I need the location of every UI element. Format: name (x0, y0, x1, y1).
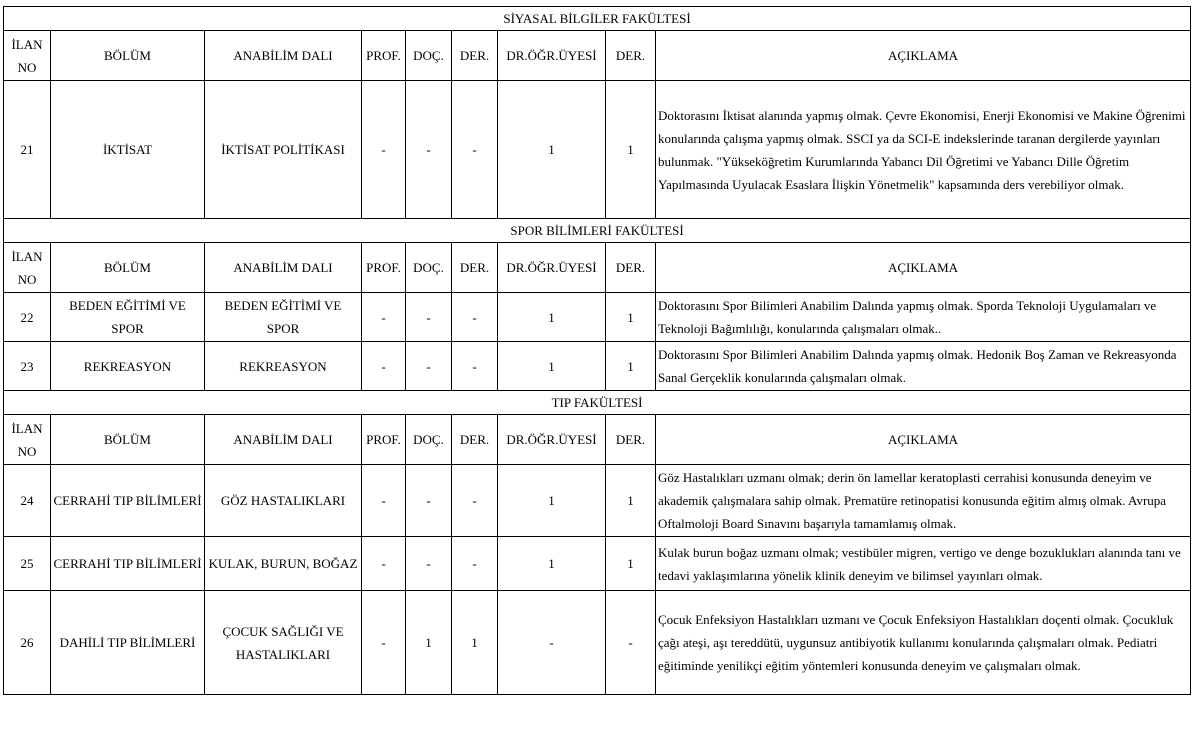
prof-cell: - (362, 81, 406, 219)
ilan-no-cell: 25 (4, 537, 51, 591)
header-der: DER. (606, 415, 656, 465)
header-ilan-no: İLAN NO (4, 31, 51, 81)
positions-table-container (3, 6, 1190, 695)
dr-ogr-uyesi-cell: - (498, 591, 606, 695)
anabilim-dali-cell: İKTİSAT POLİTİKASI (205, 81, 362, 219)
header-row (4, 31, 1191, 81)
header-der: DER. (452, 415, 498, 465)
der-cell: - (452, 81, 498, 219)
ilan-no-cell: 24 (4, 465, 51, 537)
ilan-no-cell: 21 (4, 81, 51, 219)
doc-cell: - (406, 342, 452, 391)
der-cell: 1 (606, 537, 656, 591)
dr-ogr-uyesi-cell: 1 (498, 465, 606, 537)
der-cell: - (452, 293, 498, 342)
header-row (4, 243, 1191, 293)
header-der: DER. (606, 31, 656, 81)
der-cell: - (606, 591, 656, 695)
dr-ogr-uyesi-cell: 1 (498, 537, 606, 591)
anabilim-dali-cell: BEDEN EĞİTİMİ VE SPOR (205, 293, 362, 342)
header-der: DER. (606, 243, 656, 293)
aciklama-cell: Göz Hastalıkları uzmanı olmak; derin ön lamellar keratoplasti cerrahisi konusunda deneyim ve akademik çalışmalara sahip olmak. Prematüre retinopatisi konusunda eğitim almış olmak. Avrupa Oftalmoloji Board Sınavını başarıyla tamamlamış olmak. (656, 465, 1191, 537)
bolum-cell: REKREASYON (51, 342, 205, 391)
prof-cell: - (362, 342, 406, 391)
bolum-cell: BEDEN EĞİTİMİ VE SPOR (51, 293, 205, 342)
table-row (4, 342, 1191, 391)
anabilim-dali-cell: ÇOCUK SAĞLIĞI VE HASTALIKLARI (205, 591, 362, 695)
table-row (4, 591, 1191, 695)
header-anabilim-dali: ANABİLİM DALI (205, 243, 362, 293)
faculty-row (4, 391, 1191, 415)
dr-ogr-uyesi-cell: 1 (498, 342, 606, 391)
der-cell: - (452, 465, 498, 537)
table-row (4, 81, 1191, 219)
der-cell: 1 (606, 465, 656, 537)
header-der: DER. (452, 31, 498, 81)
header-aciklama: AÇIKLAMA (656, 31, 1191, 81)
ilan-no-cell: 26 (4, 591, 51, 695)
doc-cell: - (406, 293, 452, 342)
header-doc: DOÇ. (406, 31, 452, 81)
header-bolum: BÖLÜM (51, 415, 205, 465)
header-aciklama: AÇIKLAMA (656, 243, 1191, 293)
bolum-cell: CERRAHİ TIP BİLİMLERİ (51, 465, 205, 537)
header-prof: PROF. (362, 243, 406, 293)
prof-cell: - (362, 293, 406, 342)
header-prof: PROF. (362, 31, 406, 81)
header-dr-ogr-uyesi: DR.ÖĞR.ÜYESİ (498, 243, 606, 293)
bolum-cell: İKTİSAT (51, 81, 205, 219)
anabilim-dali-cell: REKREASYON (205, 342, 362, 391)
faculty-title: SPOR BİLİMLERİ FAKÜLTESİ (4, 219, 1191, 243)
bolum-cell: DAHİLİ TIP BİLİMLERİ (51, 591, 205, 695)
der-cell: 1 (452, 591, 498, 695)
table-row (4, 293, 1191, 342)
header-row (4, 415, 1191, 465)
table-row (4, 537, 1191, 591)
aciklama-cell: Kulak burun boğaz uzmanı olmak; vestibüler migren, vertigo ve denge bozuklukları alanında tanı ve tedavi yaklaşımlarına yönelik klinik deneyim ve bilimsel yayınları olmak. (656, 537, 1191, 591)
faculty-row (4, 219, 1191, 243)
ilan-no-cell: 23 (4, 342, 51, 391)
header-anabilim-dali: ANABİLİM DALI (205, 415, 362, 465)
doc-cell: - (406, 81, 452, 219)
ilan-no-cell: 22 (4, 293, 51, 342)
header-aciklama: AÇIKLAMA (656, 415, 1191, 465)
header-doc: DOÇ. (406, 415, 452, 465)
der-cell: - (452, 537, 498, 591)
prof-cell: - (362, 591, 406, 695)
header-ilan-no: İLAN NO (4, 415, 51, 465)
faculty-row (4, 7, 1191, 31)
faculty-title: SİYASAL BİLGİLER FAKÜLTESİ (4, 7, 1191, 31)
header-der: DER. (452, 243, 498, 293)
header-doc: DOÇ. (406, 243, 452, 293)
der-cell: 1 (606, 81, 656, 219)
prof-cell: - (362, 537, 406, 591)
header-dr-ogr-uyesi: DR.ÖĞR.ÜYESİ (498, 415, 606, 465)
doc-cell: 1 (406, 591, 452, 695)
header-dr-ogr-uyesi: DR.ÖĞR.ÜYESİ (498, 31, 606, 81)
aciklama-cell: Doktorasını Spor Bilimleri Anabilim Dalında yapmış olmak. Hedonik Boş Zaman ve Rekreasyonda Sanal Gerçeklik konularında çalışmaları olmak. (656, 342, 1191, 391)
anabilim-dali-cell: GÖZ HASTALIKLARI (205, 465, 362, 537)
positions-table (3, 6, 1191, 695)
bolum-cell: CERRAHİ TIP BİLİMLERİ (51, 537, 205, 591)
header-anabilim-dali: ANABİLİM DALI (205, 31, 362, 81)
doc-cell: - (406, 537, 452, 591)
dr-ogr-uyesi-cell: 1 (498, 81, 606, 219)
dr-ogr-uyesi-cell: 1 (498, 293, 606, 342)
header-bolum: BÖLÜM (51, 31, 205, 81)
der-cell: - (452, 342, 498, 391)
der-cell: 1 (606, 342, 656, 391)
header-prof: PROF. (362, 415, 406, 465)
anabilim-dali-cell: KULAK, BURUN, BOĞAZ (205, 537, 362, 591)
aciklama-cell: Çocuk Enfeksiyon Hastalıkları uzmanı ve Çocuk Enfeksiyon Hastalıkları doçenti olmak. Çocukluk çağı ateşi, aşı tereddütü, uygunsuz antibiyotik kullanımı konularında çalışmaları olmak. Pediatri eğitiminde yenilikçi eğitim yöntemleri konusunda deneyim ve çalışmaları olmak. (656, 591, 1191, 695)
header-ilan-no: İLAN NO (4, 243, 51, 293)
header-bolum: BÖLÜM (51, 243, 205, 293)
faculty-title: TIP FAKÜLTESİ (4, 391, 1191, 415)
der-cell: 1 (606, 293, 656, 342)
table-row (4, 465, 1191, 537)
prof-cell: - (362, 465, 406, 537)
doc-cell: - (406, 465, 452, 537)
aciklama-cell: Doktorasını İktisat alanında yapmış olmak. Çevre Ekonomisi, Enerji Ekonomisi ve Makine Öğrenimi konularında çalışma yapmış olmak. SSCI ya da SCI-E indekslerinde taranan dergilerde yayınları bulunmak. "Yükseköğretim Kurumlarında Yabancı Dil Öğretimi ve Yabancı Dille Öğretim Yapılmasında Uyulacak Esaslara İlişkin Yönetmelik" kapsamında ders verebiliyor olmak. (656, 81, 1191, 219)
aciklama-cell: Doktorasını Spor Bilimleri Anabilim Dalında yapmış olmak. Sporda Teknoloji Uygulamaları ve Teknoloji Bağımlılığı, konularında çalışmaları olmak.. (656, 293, 1191, 342)
